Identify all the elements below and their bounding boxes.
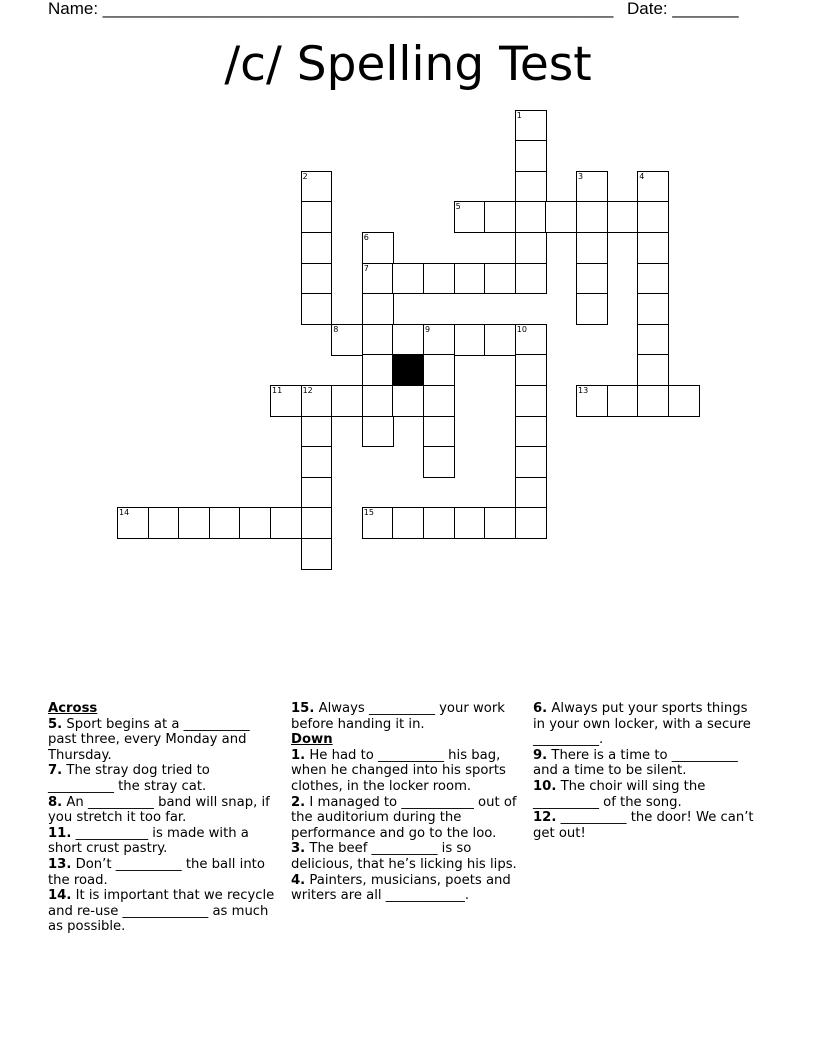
grid-cell[interactable] — [423, 354, 455, 386]
page-title: /c/ Spelling Test — [224, 37, 592, 92]
grid-cell[interactable] — [515, 263, 547, 295]
grid-cell[interactable] — [362, 507, 394, 539]
grid-cell[interactable] — [362, 324, 394, 356]
grid-cell[interactable] — [637, 385, 669, 417]
grid-cell[interactable] — [301, 201, 333, 233]
grid-cell[interactable] — [117, 507, 149, 539]
grid-cell[interactable] — [515, 477, 547, 509]
clue-number: 14 — [119, 508, 130, 518]
grid-cell[interactable] — [515, 232, 547, 264]
grid-cell[interactable] — [392, 385, 424, 417]
grid-cell[interactable] — [454, 201, 486, 233]
grid-cell[interactable] — [331, 385, 363, 417]
grid-cell[interactable] — [362, 293, 394, 325]
clue-column-3 — [533, 701, 761, 841]
grid-cell[interactable] — [515, 171, 547, 203]
grid-cell[interactable] — [301, 446, 333, 478]
grid-cell[interactable] — [392, 324, 424, 356]
clue-down-12: 12. __________ the door! We can’t get out! — [533, 810, 754, 841]
grid-cell[interactable] — [362, 232, 394, 264]
grid-cell[interactable] — [301, 171, 333, 203]
grid-cell[interactable] — [270, 507, 302, 539]
grid-cell[interactable] — [607, 201, 639, 233]
grid-cell[interactable] — [362, 416, 394, 448]
grid-cell[interactable] — [301, 507, 333, 539]
clue-across-7: 7. The stray dog tried to __________ the stray cat. — [48, 763, 210, 794]
grid-cell[interactable] — [454, 507, 486, 539]
grid-cell[interactable] — [637, 263, 669, 295]
grid-cell[interactable] — [545, 201, 577, 233]
name-field[interactable]: Name: ______________________________________________________ — [48, 0, 614, 18]
grid-cell[interactable] — [668, 385, 700, 417]
clue-number: 10 — [516, 324, 527, 334]
grid-cell[interactable] — [515, 507, 547, 539]
grid-cell[interactable] — [576, 385, 608, 417]
grid-cell[interactable] — [362, 263, 394, 295]
clue-number: 2 — [302, 171, 308, 181]
clue-number: 13 — [578, 385, 589, 395]
grid-cell[interactable] — [607, 385, 639, 417]
grid-cell[interactable] — [515, 324, 547, 356]
grid-cell[interactable] — [576, 232, 608, 264]
grid-cell[interactable] — [576, 171, 608, 203]
grid-cell[interactable] — [576, 293, 608, 325]
clue-number: 12 — [302, 385, 313, 395]
grid-cell[interactable] — [637, 201, 669, 233]
clue-across-11: 11. ___________ is made with a short crust pastry. — [48, 825, 249, 857]
grid-cell[interactable] — [454, 263, 486, 295]
clue-down-1: 1. He had to __________ his bag, when he changed into his sports clothes, in the locker room. — [291, 747, 506, 794]
clue-column-1 — [48, 701, 276, 935]
grid-cell[interactable] — [484, 507, 516, 539]
grid-cell[interactable] — [392, 263, 424, 295]
date-field[interactable]: Date: _______ — [627, 0, 739, 18]
clue-down-4: 4. Painters, musicians, poets and writers are all ____________. — [291, 872, 511, 904]
grid-cell[interactable] — [515, 416, 547, 448]
grid-cell[interactable] — [576, 201, 608, 233]
clue-down-6: 6. Always put your sports things in your own locker, with a secure __________. — [533, 701, 751, 748]
grid-block — [392, 354, 424, 386]
grid-cell[interactable] — [301, 538, 333, 570]
grid-cell[interactable] — [301, 416, 333, 448]
grid-cell[interactable] — [515, 110, 547, 142]
grid-cell[interactable] — [301, 232, 333, 264]
clue-across-15: 15. Always __________ your work before handing it in. — [291, 701, 505, 732]
clue-number: 6 — [363, 232, 369, 242]
grid-cell[interactable] — [301, 477, 333, 509]
down-heading: Down — [291, 732, 333, 748]
grid-cell[interactable] — [392, 507, 424, 539]
grid-cell[interactable] — [484, 324, 516, 356]
clue-across-5: 5. Sport begins at a __________ past three, every Monday and Thursday. — [48, 716, 250, 763]
clue-number: 15 — [363, 508, 374, 518]
grid-cell[interactable] — [637, 232, 669, 264]
grid-cell[interactable] — [301, 385, 333, 417]
clue-number: 3 — [578, 171, 584, 181]
grid-cell[interactable] — [576, 263, 608, 295]
grid-cell[interactable] — [637, 324, 669, 356]
grid-cell[interactable] — [331, 324, 363, 356]
grid-cell[interactable] — [423, 263, 455, 295]
grid-cell[interactable] — [301, 293, 333, 325]
grid-cell[interactable] — [515, 140, 547, 172]
grid-cell[interactable] — [637, 293, 669, 325]
grid-cell[interactable] — [362, 354, 394, 386]
grid-cell[interactable] — [178, 507, 210, 539]
clue-down-3: 3. The beef __________ is so delicious, that he’s licking his lips. — [291, 841, 517, 872]
grid-cell[interactable] — [454, 324, 486, 356]
grid-cell[interactable] — [362, 385, 394, 417]
grid-cell[interactable] — [239, 507, 271, 539]
grid-cell[interactable] — [515, 446, 547, 478]
grid-cell[interactable] — [484, 263, 516, 295]
clue-across-14: 14. It is important that we recycle and re-use _____________ as much as possible. — [48, 888, 275, 935]
grid-cell[interactable] — [301, 263, 333, 295]
clue-across-8: 8. An __________ band will snap, if you stretch it too far. — [48, 794, 270, 826]
grid-cell[interactable] — [423, 507, 455, 539]
grid-cell[interactable] — [637, 354, 669, 386]
grid-cell[interactable] — [423, 446, 455, 478]
across-heading: Across — [48, 701, 98, 716]
clue-down-10: 10. The choir will sing the __________ of the song. — [533, 778, 706, 810]
clue-across-13: 13. Don’t __________ the ball into the road. — [48, 856, 265, 888]
grid-cell[interactable] — [209, 507, 241, 539]
grid-cell[interactable] — [423, 324, 455, 356]
clue-down-2: 2. I managed to ___________ out of the auditorium during the performance and go to the loo. — [291, 794, 517, 841]
grid-cell[interactable] — [423, 416, 455, 448]
grid-cell[interactable] — [423, 385, 455, 417]
clue-number: 1 — [516, 110, 522, 120]
grid-cell[interactable] — [484, 201, 516, 233]
clue-number: 4 — [639, 171, 645, 181]
clue-column-2 — [291, 701, 519, 904]
clue-down-9: 9. There is a time to __________ and a time to be silent. — [533, 747, 738, 779]
grid-cell[interactable] — [637, 171, 669, 203]
grid-cell[interactable] — [270, 385, 302, 417]
clue-number: 7 — [363, 263, 369, 273]
clue-number: 11 — [272, 385, 283, 395]
clue-number: 5 — [455, 202, 461, 212]
grid-cell[interactable] — [515, 385, 547, 417]
clue-number: 9 — [425, 324, 431, 334]
grid-cell[interactable] — [515, 354, 547, 386]
grid-cell[interactable] — [515, 201, 547, 233]
grid-cell[interactable] — [148, 507, 180, 539]
clue-number: 8 — [333, 324, 339, 334]
